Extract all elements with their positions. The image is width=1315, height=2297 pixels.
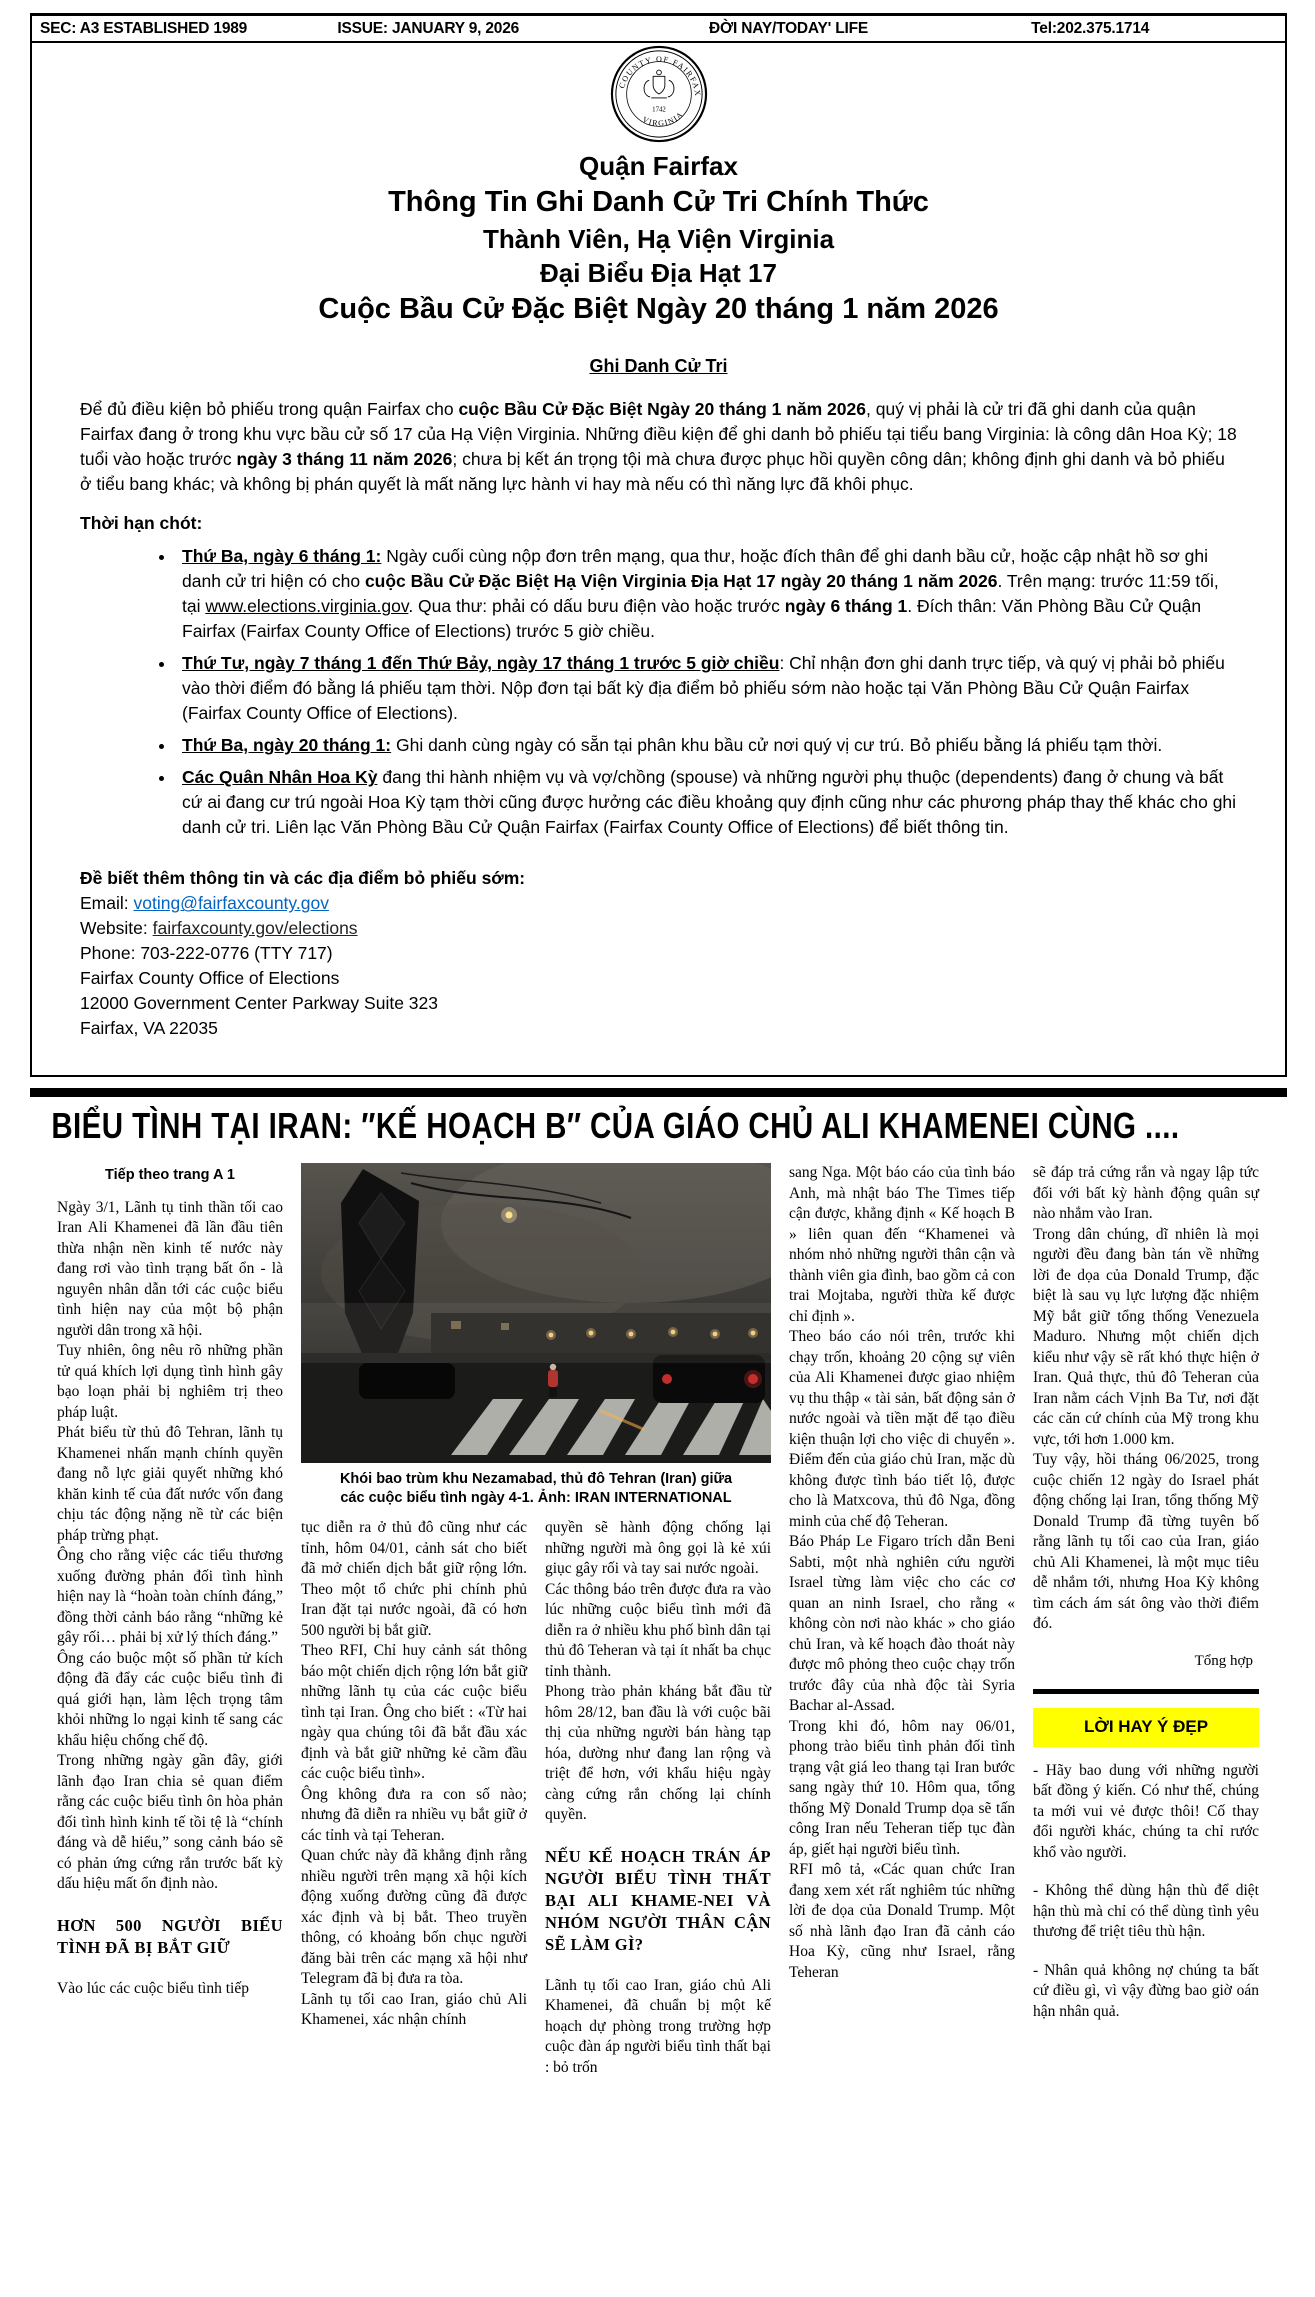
deadline-item (176, 765, 1237, 840)
text-segment: Các Quân Nhân Hoa Kỳ (182, 767, 378, 788)
email-label: Email: (80, 893, 134, 914)
phone-line: Phone: 703-222-0776 (TTY 717) (80, 943, 333, 964)
article-column-1 (57, 1163, 283, 2078)
article-paragraph: Các thông báo trên được đưa ra vào lúc những cuộc biểu tình mới đã diễn ra ở nhiều khu phố bình dân tại thủ đô Teheran và tại ít nhất ba chục tỉnh thành. (545, 1580, 771, 1680)
website-label: Website: (80, 918, 153, 939)
quote-item: - Nhân quả không nợ chúng ta bất cứ điều gì, vì vậy đừng bao giờ oán hận nhân quả. (1033, 1961, 1259, 2020)
seal-year-text: 1742 (651, 106, 666, 114)
article-paragraph: Báo Pháp Le Figaro trích dẫn Beni Sabti, một nhà nghiên cứu người Israel từng làm việc cho các cơ quan an ninh Israel, cho rằng « không còn nơi nào khác » cho giáo chủ Iran, và kế hoạch đào thoát này được mô phỏng theo cuộc chạy trốn trước đây của nhà độc tài Syria Bachar al-Assad. (789, 1533, 1015, 1715)
masthead-telephone: Tel:202.375.1714 (1031, 20, 1150, 37)
article-paragraph: Tuy vậy, hồi tháng 06/2025, trong cuộc chiến 12 ngày do Israel phát động chống lại Iran, tổng thống Mỹ Donald Trump đã từng tuyên bố rằng lãnh tụ tối cao của Iran, giáo chủ Ali Khamenei, là một mục tiêu dễ nhắm tới, nhưng Hoa Kỳ không tìm cách ám sát ông vào thời điểm đó. (1033, 1451, 1259, 1633)
fairfax-county-seal-icon (610, 45, 708, 148)
article-paragraph: Theo RFI, Chỉ huy cảnh sát thông báo một chiến dịch rộng lớn bắt giữ những lãnh tụ của các cuộc biểu tình tại Iran. Ông cho biết : «Từ hai ngày qua chúng tôi đã bắt đầu xác định và bắt giữ những kẻ cầm đầu các cuộc biểu tình». (301, 1642, 527, 1783)
address-line-1: 12000 Government Center Parkway Suite 323 (80, 993, 438, 1014)
text-segment: . Trên mạng: trước 11:59 tối, tại (182, 571, 1219, 617)
deadline-item (176, 544, 1237, 644)
article-paragraph: Trong những ngày gần đây, giới lãnh đạo Iran chia sẻ quan điểm rằng các cuộc biểu tình ôn hòa phản đối tình hình kinh tế tồi tệ là “chính đáng và dễ hiểu,” song cảnh báo sẽ có phản ứng cứng rắn trước bất kỳ dấu hiệu mất ổn định nào. (57, 1752, 283, 1893)
deadline-item (176, 733, 1237, 758)
text-segment: ngày 6 tháng 1 (784, 596, 908, 617)
article-column-5 (1033, 1163, 1259, 2078)
intro-paragraph (80, 397, 1237, 497)
quote-item: - Không thể dùng hận thù để diệt hận thù mà chỉ có thể dùng tình yêu thương để triệt tiêu thù hận. (1033, 1882, 1259, 1941)
more-info-heading: Đề biết thêm thông tin và các địa điểm bỏ phiếu sớm: (80, 868, 526, 889)
headline-divider-rule (30, 1088, 1287, 1097)
section-heading-ghi-danh: Ghi Danh Cử Tri (589, 356, 728, 377)
text-segment: Thứ Ba, ngày 6 tháng 1: (182, 546, 382, 567)
article-paragraph: tục diễn ra ở thủ đô cũng như các tỉnh, hôm 04/01, cảnh sát cho biết đã mở chiến dịch bắt giữ rộng lớn. Theo một tổ chức phi chính phủ Iran đặt tại nước ngoài, đã có hơn 500 người bị bắt giữ. (301, 1519, 527, 1639)
article-paragraph: Trong khi đó, hôm nay 06/01, phong trào biểu tình phản đối tình trạng vật giá leo thang tại Iran bước sang ngày thứ 10. Hôm qua, tổng thống Mỹ Donald Trump dọa sẽ tấn công Iran nếu Teheran tiếp tục đàn áp, giết hại người biểu tình. (789, 1717, 1015, 1858)
article-subhead: HƠN 500 NGƯỜI BIỂU TÌNH ĐÃ BỊ BẮT GIỮ (57, 1915, 283, 1957)
continued-from-note: Tiếp theo trang A 1 (105, 1167, 235, 1184)
notice-title-line: Cuộc Bầu Cử Đặc Biệt Ngày 20 tháng 1 năm 2026 (318, 293, 999, 326)
email-link[interactable]: voting@fairfaxcounty.gov (133, 893, 329, 914)
article-body (30, 1149, 1287, 2104)
article-paragraph: Phát biểu từ thủ đô Tehran, lãnh tụ Khamenei nhấn mạnh chính quyền đang nỗ lực giải quyết những khó khăn kinh tế của đất nước vốn đang chịu tác động nặng nề từ các biện pháp trừng phạt. (57, 1424, 283, 1544)
text-segment: ngày 3 tháng 11 năm 2026 (236, 449, 453, 470)
text-segment: Ngày cuối cùng nộp đơn trên mạng, qua thư, hoặc đích thân để ghi danh bầu cử, hoặc cập nhật hồ sơ ghi danh cử tri hiện có cho (182, 546, 1209, 592)
photo-subcolumns (301, 1518, 771, 2078)
text-segment: Thứ Ba, ngày 20 tháng 1: (182, 735, 392, 756)
masthead (32, 16, 1285, 43)
article-paragraph: Vào lúc các cuộc biểu tình tiếp (57, 1979, 249, 1997)
article-paragraph: Quan chức này đã khẳng định rằng nhiều người trên mạng xã hội kích động xuống đường cũng đã được xác định và bị bắt. Theo truyền thông, có khoảng bốn chục người đăng bài trên các mạng xã hội như Telegram đã bị đưa ra tòa. (301, 1847, 527, 1988)
article-paragraph: sang Nga. Một báo cáo của tình báo Anh, mà nhật báo The Times tiếp cận được, khẳng định « Kế hoạch B » liên quan đến “Khamenei và nhóm nhỏ những người thân cận và thành viên gia đình, bao gồm cả con trai Mojtaba, người thừa kế được chỉ định ». (789, 1164, 1015, 1325)
text-segment: ; chưa bị kết án trọng tội mà chưa được phục hồi quyền công dân; không định ghi danh và bỏ phiếu ở tiểu bang khác; và không bị phán quyết là mất năng lực hành vi hay mà nếu có thì năng lực đã khôi phục. (80, 449, 1225, 495)
voter-notice (32, 43, 1285, 1075)
article-paragraph: Phong trào phản kháng bắt đầu từ hôm 28/12, ban đầu là với cuộc bãi thị của những người bán hàng tạp hóa, dường như đang lan rộng và triệt để hơn, với khẩu hiệu ngày càng cứng rắn chống lại chính quyền. (545, 1683, 771, 1824)
notice-title-line: Đại Biểu Địa Hạt 17 (540, 257, 777, 288)
text-segment: . Qua thư: phải có dấu bưu điện vào hoặc trước (408, 596, 785, 617)
text-segment: Ghi danh cùng ngày có sẵn tại phân khu bầu cử nơi quý vị cư trú. Bỏ phiếu bằng lá phiếu tạm thời. (391, 735, 1163, 756)
address-line-2: Fairfax, VA 22035 (80, 1018, 218, 1039)
photo-caption: Khói bao trùm khu Nezamabad, thủ đô Tehran (Iran) giữa các cuộc biểu tình ngày 4-1. Ảnh: IRAN INTERNATIONAL (339, 1471, 733, 1507)
article-paragraph: Lãnh tụ tối cao Iran, giáo chủ Ali Khamenei, xác nhận chính (301, 1990, 527, 2029)
article-paragraph: Theo báo cáo nói trên, trước khi chạy trốn, khoảng 20 cộng sự viên của Ali Khamenei được giao nhiệm vụ thu thập « tài sản, bất động sản ở nước ngoài và tiền mặt để tạo điều kiện thuận lợi cho việc di chuyển ». Điểm đến của giáo chủ Iran, mặc dù không được tình báo tiết lộ, được cho là Matxcova, thủ đô Nga, đồng minh của chế độ Teheran. (789, 1328, 1015, 1530)
contact-block (80, 866, 1237, 1041)
quotes-box-title: LỜI HAY Ý ĐẸP (1033, 1708, 1259, 1747)
masthead-issue: ISSUE: JANUARY 9, 2026 (337, 20, 520, 37)
article-paragraph: Trong dân chúng, dĩ nhiên là mọi người đều đang bàn tán về những lời đe dọa của Donald Trump, đặc biệt là sau vụ lực lượng đặc nhiệm Mỹ bắt giữ tổng thống Venezuela Maduro. Nhưng một chiến dịch kiểu như vậy sẽ rất khó thực hiện ở Iran. Quả thực, thủ đô Teheran của Iran nằm cách Vịnh Ba Tư, nơi đặt các căn cứ chính của Mỹ trong khu vực, tới hơn 1.000 km. (1033, 1225, 1259, 1448)
website-link[interactable]: fairfaxcounty.gov/elections (152, 918, 358, 939)
deadline-heading: Thời hạn chót: (80, 513, 203, 534)
article-paragraph: Ông cho rằng việc các tiểu thương xuống đường phản đối tình hình hiện nay là “hoàn toàn chính đáng,” đồng thời cảnh báo rằng “những kẻ gây rối… phải bị xử lý thích đáng.” (57, 1547, 283, 1647)
inline-link[interactable]: www.elections.virginia.gov (205, 596, 409, 617)
quotes-list (1033, 1761, 1259, 2023)
article-paragraph: sẽ đáp trả cứng rắn và ngay lập tức đối với bất kỳ hành động quân sự nào nhắm vào Iran. (1033, 1164, 1259, 1223)
notice-title-block (80, 149, 1237, 328)
deadline-list (80, 544, 1237, 840)
notice-title-line: Thông Tin Ghi Danh Cử Tri Chính Thức (388, 186, 929, 219)
text-segment: : Chỉ nhận đơn ghi danh trực tiếp, và quý vị phải bỏ phiếu vào thời điểm đó bằng lá phiếu tạm thời. Nộp đơn tại bất kỳ địa điểm bỏ phiếu sớm nào hoặc tại Văn Phòng Bầu Cử Quận Fairfax (Fairfax County Office of Elections). (182, 653, 1225, 724)
article-subhead: NẾU KẾ HOẠCH TRÁN ÁP NGƯỜI BIỂU TÌNH THẤT BẠI ALI KHAME-NEI VÀ NHÓM NGƯỜI THÂN CẬN SẼ LÀM GÌ? (545, 1846, 771, 1954)
protest-photo (301, 1163, 771, 1463)
article-paragraph: RFI mô tả, «Các quan chức Iran đang xem xét rất nghiêm túc những lời đe dọa của Donald Trump. Một số nhà lãnh đạo Iran đã cảnh cáo Hoa Kỳ, cũng như Israel, rằng Teheran (789, 1861, 1015, 1981)
email-line (80, 891, 1237, 916)
text-segment: đang thi hành nhiệm vụ và vợ/chồng (spouse) và những người phụ thuộc (dependents) đang ở chung và bất cứ ai đang cư trú ngoài Hoa Kỳ tạm thời cũng được hưởng các điều khoảng quy định cũng như các phương pháp thay thế khác cho ghi danh cử tri. Liên lạc Văn Phòng Bầu Cử Quận Fairfax (Fairfax County Office of Elections) để biết thông tin. (182, 767, 1237, 838)
article-paragraph: Lãnh tụ tối cao Iran, giáo chủ Ali Khamenei, đã chuẩn bị một kế hoạch dự phòng trong trường hợp cuộc đàn áp người biểu tình thất bại : bỏ trốn (545, 1976, 771, 2076)
article-column-3 (545, 1518, 771, 2078)
deadline-item (176, 651, 1237, 726)
text-segment: , quý vị phải là cử tri đã ghi danh của quận Fairfax đang ở trong khu vực bầu cử số 17 của Hạ Viện Virginia. Những điều kiện để ghi danh bỏ phiếu tại tiểu bang Virginia: là công dân Hoa Kỳ; 18 tuổi vào hoặc trước (80, 399, 1237, 470)
notice-title-line: Thành Viên, Hạ Viện Virginia (482, 223, 835, 254)
masthead-publication: ĐỜI NAY/TODAY' LIFE (709, 20, 869, 37)
masthead-section: SEC: A3 ESTABLISHED 1989 (40, 20, 248, 37)
article-column-4 (789, 1163, 1015, 2078)
article-paragraph: Ngày 3/1, Lãnh tụ tinh thần tối cao Iran Ali Khamenei đã lần đầu tiên thừa nhận nền kinh tế nước này đang rơi vào tình trạng bất ổn - là nguyên nhân dẫn tới các cuộc biểu tình hiện nay của một bộ phận người dân trong xã hội. (57, 1198, 283, 1339)
quote-item: - Hãy bao dung với những người bất đồng ý kiến. Có như thế, chúng ta mới vui vẻ được thôi! Cố thay đổi người khác, chúng ta chỉ rước khổ vào người. (1033, 1761, 1259, 1861)
article-headline: BIỂU TÌNH TẠI IRAN: ″KẾ HOẠCH B″ CỦA GIÁO CHỦ ALI KHAMENEI CÙNG .... (51, 1105, 1180, 1147)
notice-title-line: Quận Fairfax (579, 151, 738, 181)
official-notice-frame (30, 13, 1287, 1077)
quotes-divider-rule (1033, 1689, 1259, 1694)
text-segment: . Đích thân: Văn Phòng Bầu Cử Quận Fairfax (Fairfax County Office of Elections) trước 5 giờ chiều. (182, 596, 1202, 642)
text-segment: cuộc Bầu Cử Đặc Biệt Hạ Viện Virginia Địa Hạt 17 ngày 20 tháng 1 năm 2026 (364, 571, 998, 592)
article-paragraph: quyền sẽ hành động chống lại những người mà ông gọi là kẻ xúi giục gây rối và tay sai nước ngoài. (545, 1519, 771, 1578)
seal-arc-bottom-text: VIRGINIA (640, 109, 685, 129)
article-column-2 (301, 1518, 527, 2078)
office-name-line: Fairfax County Office of Elections (80, 968, 340, 989)
byline: Tổng hợp (1194, 1652, 1253, 1669)
article-paragraph: Ông không đưa ra con số nào; nhưng đã diễn ra nhiều vụ bắt giữ ở các tỉnh và tại Teheran. (301, 1785, 527, 1844)
article-paragraph: Tuy nhiên, ông nêu rõ những phần tử quá khích lợi dụng tình hình gây bạo loạn phải bị nghiêm trị theo pháp luật. (57, 1342, 283, 1421)
article-paragraph: Ông cáo buộc một số phần tử kích động đã đẩy các cuộc biểu tình đi quá giới hạn, làm lệch trọng tâm khỏi những lo ngại kinh tế sang các khẩu hiệu chống chế độ. (57, 1649, 283, 1749)
text-segment: Thứ Tư, ngày 7 tháng 1 đến Thứ Bảy, ngày 17 tháng 1 trước 5 giờ chiều (182, 653, 780, 674)
text-segment: cuộc Bầu Cử Đặc Biệt Ngày 20 tháng 1 năm 2026 (458, 399, 866, 420)
seal-arc-top-text: COUNTY OF FAIRFAX (616, 54, 702, 98)
photo-column-group (301, 1163, 771, 2078)
website-line (80, 916, 1237, 941)
text-segment: Để đủ điều kiện bỏ phiếu trong quận Fairfax cho (80, 399, 459, 420)
